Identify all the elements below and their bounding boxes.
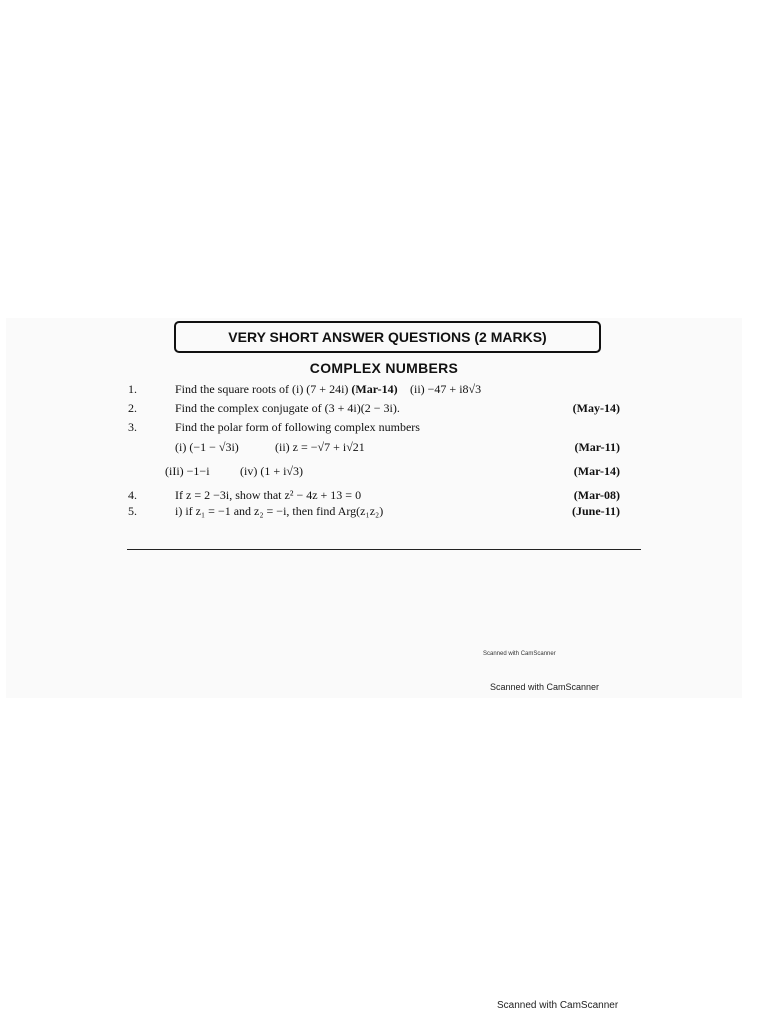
question-text: i) if z₁ = −1 and z₂ = −i, then find Arg(z₁z₂) xyxy=(175,504,384,518)
question-2 xyxy=(0,401,768,417)
question-text: Find the square roots of (i) (7 + 24i) (Mar-14) xyxy=(175,382,398,396)
question-part: (ii) −47 + i8√3 xyxy=(410,382,482,396)
question-exam-tag: (June-11) xyxy=(572,504,620,518)
question-5 xyxy=(0,504,768,520)
question-exam-tag: (Mar-11) xyxy=(574,440,620,454)
question-number: 2. xyxy=(128,401,137,415)
question-text: If z = 2 −3i, show that z² − 4z + 13 = 0 xyxy=(175,488,362,502)
question-4 xyxy=(0,488,768,504)
divider-line xyxy=(127,549,641,550)
question-3 xyxy=(0,420,768,436)
section-title: VERY SHORT ANSWER QUESTIONS (2 MARKS) xyxy=(228,329,547,345)
watermark-small: Scanned with CamScanner xyxy=(483,651,556,657)
question-text: Find the complex conjugate of (3 + 4i)(2 − 3i). xyxy=(175,401,400,415)
section-title-box xyxy=(174,321,601,353)
question-exam-tag: (May-14) xyxy=(572,401,620,415)
watermark-bottom: Scanned with CamScanner xyxy=(497,1000,619,1011)
question-part: (i) (−1 − √3i) xyxy=(175,440,239,454)
question-number: 4. xyxy=(128,488,137,502)
question-3-parts-b xyxy=(0,464,768,480)
question-exam-tag: (Mar-08) xyxy=(573,488,620,502)
question-text: Find the polar form of following complex numbers xyxy=(175,420,420,434)
question-number: 3. xyxy=(128,420,137,434)
question-number: 5. xyxy=(128,504,137,518)
question-3-parts-a xyxy=(0,440,768,456)
question-part: (ii) z = −√7 + i√21 xyxy=(275,440,365,454)
question-exam-tag: (Mar-14) xyxy=(351,382,398,396)
topic-title: COMPLEX NUMBERS xyxy=(309,360,459,376)
question-1 xyxy=(0,382,768,398)
watermark-middle: Scanned with CamScanner xyxy=(490,682,600,692)
question-part: (iIi) −1−i xyxy=(165,464,210,478)
question-exam-tag: (Mar-14) xyxy=(573,464,620,478)
question-number: 1. xyxy=(128,382,137,396)
question-part: (iv) (1 + i√3) xyxy=(240,464,304,478)
